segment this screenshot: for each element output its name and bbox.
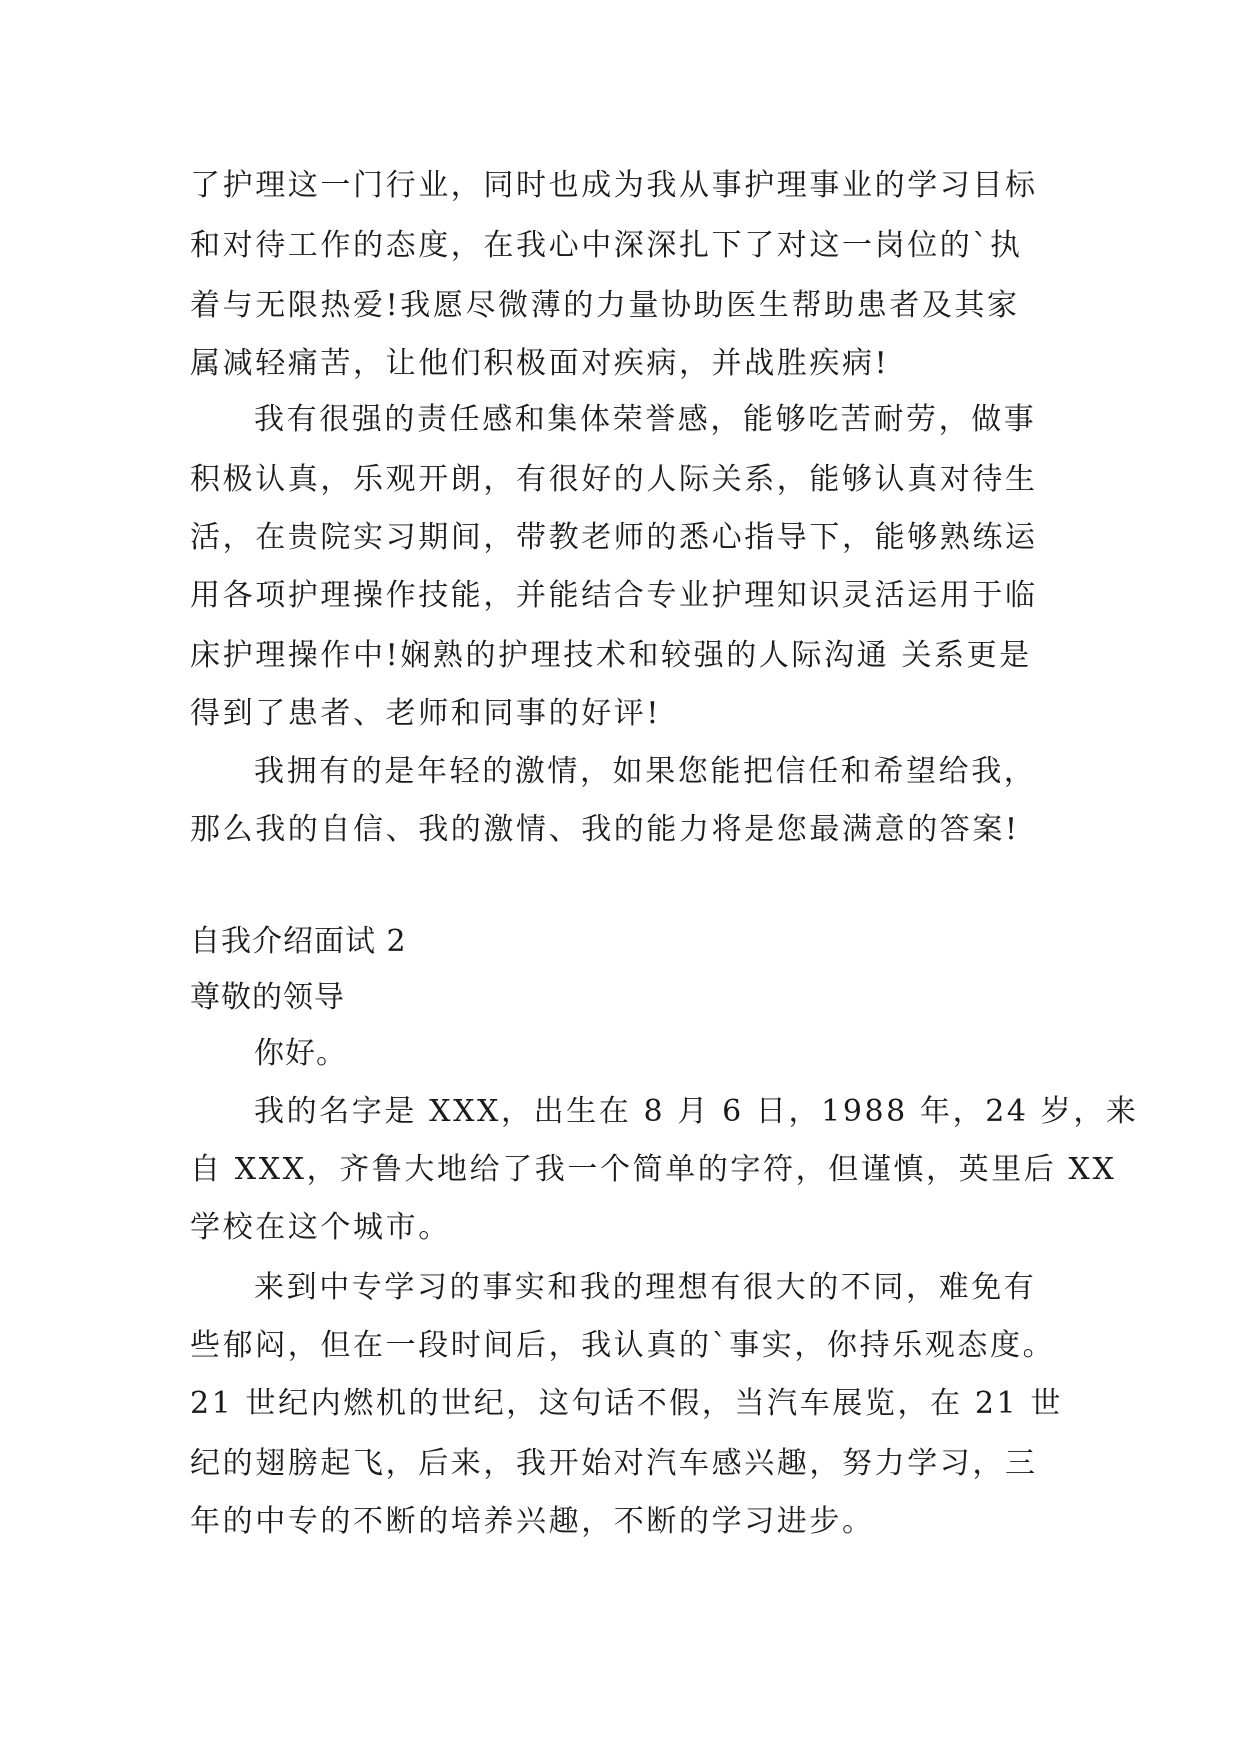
paragraph-line: 来到中专学习的事实和我的理想有很大的不同，难免有 xyxy=(254,1270,1037,1305)
salutation: 尊敬的领导 xyxy=(190,980,345,1015)
paragraph-line: 年的中专的不断的培养兴趣，不断的学习进步。 xyxy=(190,1504,875,1539)
paragraph-line: 学校在这个城市。 xyxy=(190,1210,451,1245)
paragraph-line: 床护理操作中!娴熟的护理技术和较强的人际沟通 关系更是 xyxy=(190,638,1032,673)
paragraph-line: 纪的翅膀起飞，后来，我开始对汽车感兴趣，努力学习，三 xyxy=(190,1446,1038,1481)
paragraph-line: 自 XXX，齐鲁大地给了我一个简单的字符，但谨慎，英里后 XX xyxy=(190,1152,1117,1187)
greeting: 你好。 xyxy=(254,1036,347,1071)
paragraph-line: 属减轻痛苦，让他们积极面对疾病，并战胜疾病! xyxy=(190,346,890,381)
paragraph-line: 用各项护理操作技能，并能结合专业护理知识灵活运用于临 xyxy=(190,578,1038,613)
paragraph-line: 21 世纪内燃机的世纪，这句话不假，当汽车展览，在 21 世 xyxy=(190,1386,1063,1421)
paragraph-line: 积极认真，乐观开朗，有很好的人际关系，能够认真对待生 xyxy=(190,462,1038,497)
paragraph-line: 得到了患者、老师和同事的好评! xyxy=(190,696,662,731)
paragraph-line: 我的名字是 XXX，出生在 8 月 6 日，1988 年，24 岁，来 xyxy=(254,1094,1139,1129)
paragraph-line: 了护理这一门行业，同时也成为我从事护理事业的学习目标 xyxy=(190,168,1038,203)
paragraph-line: 活，在贵院实习期间，带教老师的悉心指导下，能够熟练运 xyxy=(190,520,1038,555)
paragraph-line: 和对待工作的态度，在我心中深深扎下了对这一岗位的`执 xyxy=(190,228,1023,263)
paragraph-line: 我有很强的责任感和集体荣誉感，能够吃苦耐劳，做事 xyxy=(254,402,1037,437)
section-title: 自我介绍面试 2 xyxy=(190,924,407,959)
paragraph-line: 那么我的自信、我的激情、我的能力将是您最满意的答案! xyxy=(190,812,1020,847)
paragraph-line: 着与无限热爱!我愿尽微薄的力量协助医生帮助患者及其家 xyxy=(190,288,1020,323)
paragraph-line: 些郁闷，但在一段时间后，我认真的`事实，你持乐观态度。 xyxy=(190,1328,1056,1363)
paragraph-line: 我拥有的是年轻的激情，如果您能把信任和希望给我， xyxy=(254,754,1037,789)
